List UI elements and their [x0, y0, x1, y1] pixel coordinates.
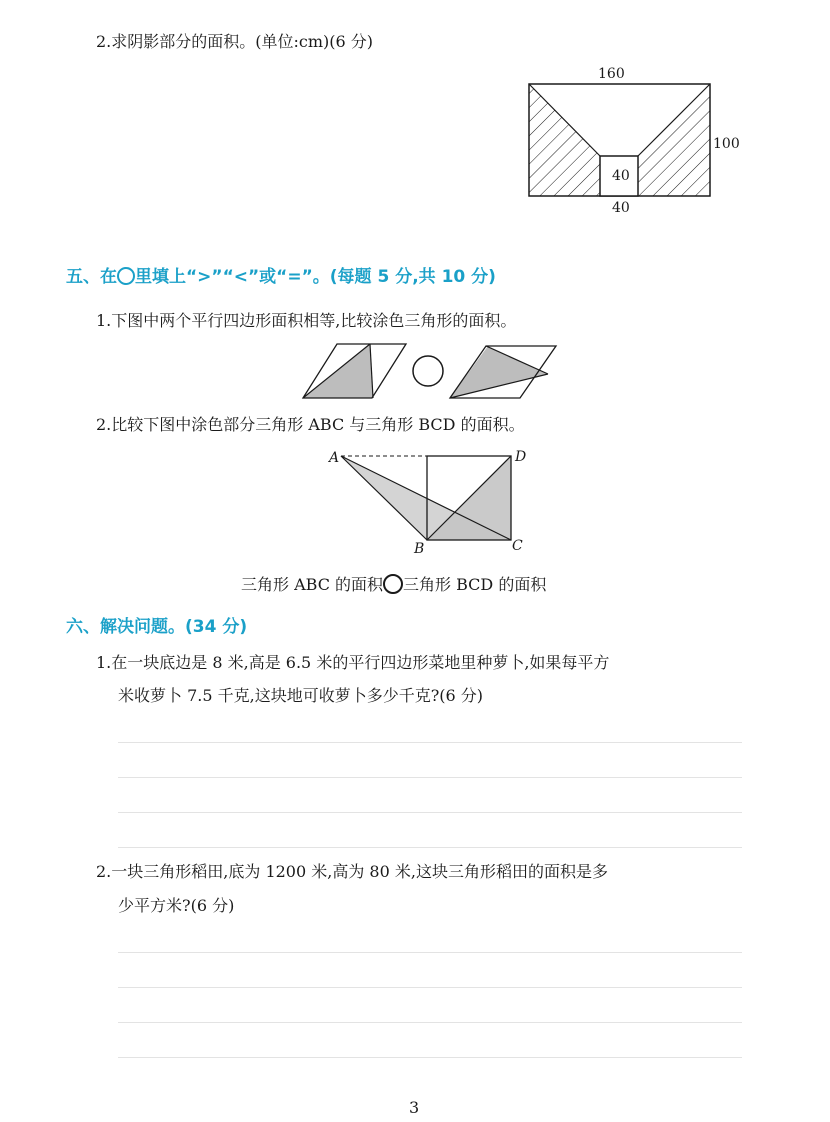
section-5-prefix: 五、在: [66, 267, 117, 287]
label-top-160: 160: [598, 66, 625, 82]
label-inner-40: 40: [612, 168, 630, 184]
answer-line[interactable]: [118, 742, 742, 743]
label-point-c: C: [512, 538, 523, 554]
label-point-b: B: [414, 541, 425, 557]
comparison-right: 三角形 BCD 的面积: [403, 575, 547, 594]
compare-circle-inline[interactable]: [383, 574, 403, 594]
answer-line[interactable]: [118, 1022, 742, 1023]
question-6-2-line1: 2.一块三角形稻田,底为 1200 米,高为 80 米,这块三角形稻田的面积是多: [96, 862, 608, 881]
answer-line[interactable]: [118, 1057, 742, 1058]
answer-line[interactable]: [118, 847, 742, 848]
section-5-suffix: 里填上“>”“<”或“=”。(每题 5 分,共 10 分): [135, 267, 496, 287]
comparison-statement: [241, 573, 546, 597]
question-4-2: 2.求阴影部分的面积。(单位:cm)(6 分): [96, 32, 374, 51]
question-5-2: 2.比较下图中涂色部分三角形 ABC 与三角形 BCD 的面积。: [96, 415, 525, 434]
label-point-a: A: [329, 450, 340, 466]
label-point-d: D: [515, 449, 527, 465]
question-6-1-line2: 米收萝卜 7.5 千克,这块地可收萝卜多少千克?(6 分): [118, 686, 484, 705]
answer-line[interactable]: [118, 777, 742, 778]
answer-line[interactable]: [118, 952, 742, 953]
question-6-1-line1: 1.在一块底边是 8 米,高是 6.5 米的平行四边形菜地里种萝卜,如果每平方: [96, 653, 610, 672]
label-bottom-40: 40: [612, 200, 630, 216]
figure-triangles-abc-bcd: [0, 0, 830, 560]
page-number: 3: [409, 1098, 420, 1117]
answer-line[interactable]: [118, 812, 742, 813]
label-right-100: 100: [713, 136, 740, 152]
section-6-heading: 六、解决问题。(34 分): [66, 617, 248, 637]
comparison-left: 三角形 ABC 的面积: [241, 575, 384, 594]
question-6-2-line2: 少平方米?(6 分): [118, 896, 235, 915]
answer-line[interactable]: [118, 987, 742, 988]
question-5-1: 1.下图中两个平行四边形面积相等,比较涂色三角形的面积。: [96, 311, 517, 330]
